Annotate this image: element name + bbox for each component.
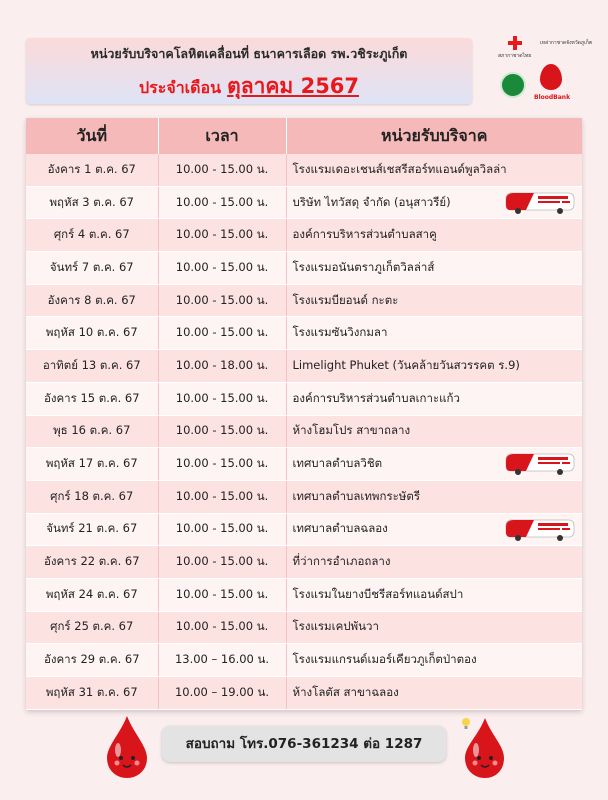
- table-row: [26, 317, 582, 350]
- blood-drop-logo-icon: [540, 64, 562, 90]
- page-title: หน่วยรับบริจาคโลหิตเคลื่อนที่ ธนาคารเลือด รพ.วชิระภูเก็ต: [90, 46, 408, 61]
- cell-date: [26, 513, 158, 546]
- cell-place: [286, 480, 582, 513]
- column-header-date: วันที่: [26, 118, 158, 154]
- cell-place-text: ห้างโฮมโปร สาขาถลาง: [292, 423, 411, 438]
- cell-date-text: พฤหัส 31 ต.ค. 67: [45, 684, 138, 699]
- cell-place: [286, 186, 582, 219]
- cell-date-text: อังคาร 15 ต.ค. 67: [43, 390, 140, 405]
- schedule-table: [26, 118, 582, 710]
- cell-time-text: 10.00 - 15.00 น.: [175, 456, 269, 471]
- cell-time: [158, 154, 286, 186]
- red-cross-icon: [508, 36, 522, 50]
- cell-time-text: 10.00 - 15.00 น.: [175, 325, 269, 340]
- cell-place: [286, 578, 582, 611]
- blood-donation-bus-icon: [504, 190, 576, 216]
- cell-time: [158, 219, 286, 252]
- table-row: [26, 284, 582, 317]
- cell-time: [158, 677, 286, 710]
- cell-place: [286, 154, 582, 186]
- cell-place-text: บริษัท ไทวัสดุ จำกัด (อนุสาวรีย์): [292, 194, 451, 209]
- table-row: [26, 186, 582, 219]
- cell-place-text: โรงแรมในยางบีชรีสอร์ทแอนด์สปา: [292, 586, 464, 601]
- table-row: [26, 611, 582, 644]
- ministry-logo-icon: [500, 72, 526, 98]
- cell-date-text: ศุกร์ 18 ต.ค. 67: [50, 488, 134, 503]
- cell-time-text: 10.00 - 15.00 น.: [175, 390, 269, 405]
- cell-date-text: อังคาร 22 ต.ค. 67: [43, 554, 140, 569]
- cell-date: [26, 219, 158, 252]
- cell-time: [158, 317, 286, 350]
- cell-place: [286, 644, 582, 677]
- table-row: [26, 350, 582, 383]
- cell-time: [158, 350, 286, 383]
- cell-place-text: เทศบาลตำบลเทพกระษัตรี: [292, 488, 421, 503]
- red-cross-logo-text: สภากาชาดไทย: [498, 53, 532, 59]
- cell-date: [26, 317, 158, 350]
- cell-time: [158, 513, 286, 546]
- cell-time-text: 10.00 - 15.00 น.: [175, 619, 269, 634]
- blood-drop-mascot-icon: [104, 714, 150, 780]
- cell-place: [286, 611, 582, 644]
- table-header-row: [26, 118, 582, 154]
- cell-date-text: จันทร์ 7 ต.ค. 67: [49, 259, 134, 274]
- cell-place-text: โรงแรมเดอะเชนส์เชสรีสอร์ทแอนด์พูลวิลล่า: [292, 161, 507, 176]
- logo-group: [494, 34, 606, 106]
- cell-place: [286, 513, 582, 546]
- cell-time: [158, 546, 286, 579]
- cell-place-text: โรงแรมเคปพันวา: [292, 619, 379, 634]
- cell-date: [26, 284, 158, 317]
- cell-date: [26, 186, 158, 219]
- cell-date: [26, 480, 158, 513]
- cell-date-text: อังคาร 1 ต.ค. 67: [47, 161, 136, 176]
- cell-time: [158, 578, 286, 611]
- month-prefix: ประจำเดือน: [138, 78, 222, 97]
- contact-box: สอบถาม โทร.076-361234 ต่อ 1287: [162, 726, 446, 762]
- cell-date-text: พฤหัส 17 ต.ค. 67: [45, 456, 138, 471]
- cell-date: [26, 644, 158, 677]
- cell-time: [158, 284, 286, 317]
- cell-place: [286, 317, 582, 350]
- table-row: [26, 480, 582, 513]
- cell-time: [158, 382, 286, 415]
- cell-place-text: องค์การบริหารส่วนตำบลเกาะแก้ว: [292, 390, 460, 405]
- cell-time-text: 10.00 - 15.00 น.: [175, 554, 269, 569]
- cell-place-text: ที่ว่าการอำเภอถลาง: [292, 554, 391, 569]
- cell-place: [286, 350, 582, 383]
- cell-time-text: 10.00 - 15.00 น.: [175, 586, 269, 601]
- title-banner: [26, 38, 472, 104]
- table-row: [26, 578, 582, 611]
- cell-time: [158, 480, 286, 513]
- cell-time-text: 10.00 - 15.00 น.: [175, 227, 269, 242]
- cell-date-text: พุธ 16 ต.ค. 67: [53, 423, 131, 438]
- month-label: ตุลาคม 2567: [227, 74, 360, 98]
- cell-place: [286, 546, 582, 579]
- cell-time: [158, 448, 286, 481]
- column-header-time: เวลา: [158, 118, 286, 154]
- hospital-logo-text: เหล่ากาชาดจังหวัดภูเก็ต: [540, 40, 593, 46]
- cell-time-text: 10.00 - 15.00 น.: [175, 161, 269, 176]
- cell-date: [26, 154, 158, 186]
- table-row: [26, 448, 582, 481]
- cell-date-text: พฤหัส 10 ต.ค. 67: [45, 325, 138, 340]
- cell-place-text: โรงแรมซันวิงกมลา: [292, 325, 388, 340]
- cell-place: [286, 415, 582, 448]
- cell-time-text: 10.00 - 18.00 น.: [175, 357, 269, 372]
- table-row: [26, 415, 582, 448]
- cell-date-text: อาทิตย์ 13 ต.ค. 67: [42, 357, 141, 372]
- column-header-place: หน่วยรับบริจาค: [286, 118, 582, 154]
- cell-time: [158, 252, 286, 285]
- cell-place: [286, 284, 582, 317]
- cell-place: [286, 219, 582, 252]
- cell-place: [286, 448, 582, 481]
- cell-date: [26, 448, 158, 481]
- cell-place-text: เทศบาลตำบลฉลอง: [292, 521, 388, 536]
- cell-place-text: โรงแรมบียอนด์ กะตะ: [292, 292, 399, 307]
- cell-time: [158, 611, 286, 644]
- cell-time-text: 10.00 - 15.00 น.: [175, 521, 269, 536]
- table-row: [26, 677, 582, 710]
- cell-date: [26, 677, 158, 710]
- cell-date: [26, 252, 158, 285]
- table-row: [26, 513, 582, 546]
- cell-date: [26, 546, 158, 579]
- cell-time-text: 10.00 – 19.00 น.: [174, 684, 270, 699]
- cell-date-text: พฤหัส 3 ต.ค. 67: [49, 194, 135, 209]
- table-row: [26, 154, 582, 186]
- cell-place: [286, 382, 582, 415]
- cell-time-text: 10.00 - 15.00 น.: [175, 259, 269, 274]
- cell-date: [26, 415, 158, 448]
- cell-place-text: โรงแรมอนันตราภูเก็ตวิลล่าส์: [292, 259, 435, 274]
- cell-time-text: 13.00 – 16.00 น.: [174, 652, 270, 667]
- blood-donation-bus-icon: [504, 451, 576, 477]
- cell-time-text: 10.00 - 15.00 น.: [175, 194, 269, 209]
- cell-time: [158, 415, 286, 448]
- cell-date-text: จันทร์ 21 ต.ค. 67: [46, 521, 138, 536]
- cell-time: [158, 186, 286, 219]
- cell-place-text: โรงแรมแกรนด์เมอร์เคียวภูเก็ตป่าตอง: [292, 652, 477, 667]
- cell-date-text: ศุกร์ 4 ต.ค. 67: [53, 227, 130, 242]
- cell-place-text: เทศบาลตำบลวิชิต: [292, 456, 383, 471]
- table-row: [26, 382, 582, 415]
- table-row: [26, 546, 582, 579]
- blood-drop-mascot-idea-icon: [460, 714, 506, 780]
- blood-donation-bus-icon: [504, 517, 576, 543]
- cell-place-text: Limelight Phuket (วันคล้ายวันสวรรคต ร.9): [292, 357, 520, 372]
- table-row: [26, 644, 582, 677]
- cell-date: [26, 611, 158, 644]
- cell-date: [26, 382, 158, 415]
- cell-date: [26, 578, 158, 611]
- bloodbank-logo-text: BloodBank: [534, 94, 571, 101]
- cell-place: [286, 677, 582, 710]
- table-row: [26, 252, 582, 285]
- cell-place: [286, 252, 582, 285]
- cell-date: [26, 350, 158, 383]
- cell-time-text: 10.00 - 15.00 น.: [175, 292, 269, 307]
- cell-date-text: อังคาร 8 ต.ค. 67: [47, 292, 136, 307]
- cell-date-text: อังคาร 29 ต.ค. 67: [43, 652, 140, 667]
- cell-time-text: 10.00 - 15.00 น.: [175, 488, 269, 503]
- cell-time: [158, 644, 286, 677]
- cell-place-text: ห้างโลตัส สาขาฉลอง: [292, 684, 399, 699]
- table-row: [26, 219, 582, 252]
- page-subtitle: [26, 70, 472, 103]
- cell-date-text: พฤหัส 24 ต.ค. 67: [45, 586, 138, 601]
- cell-time-text: 10.00 - 15.00 น.: [175, 423, 269, 438]
- cell-date-text: ศุกร์ 25 ต.ค. 67: [50, 619, 134, 634]
- cell-place-text: องค์การบริหารส่วนตำบลสาคู: [292, 227, 437, 242]
